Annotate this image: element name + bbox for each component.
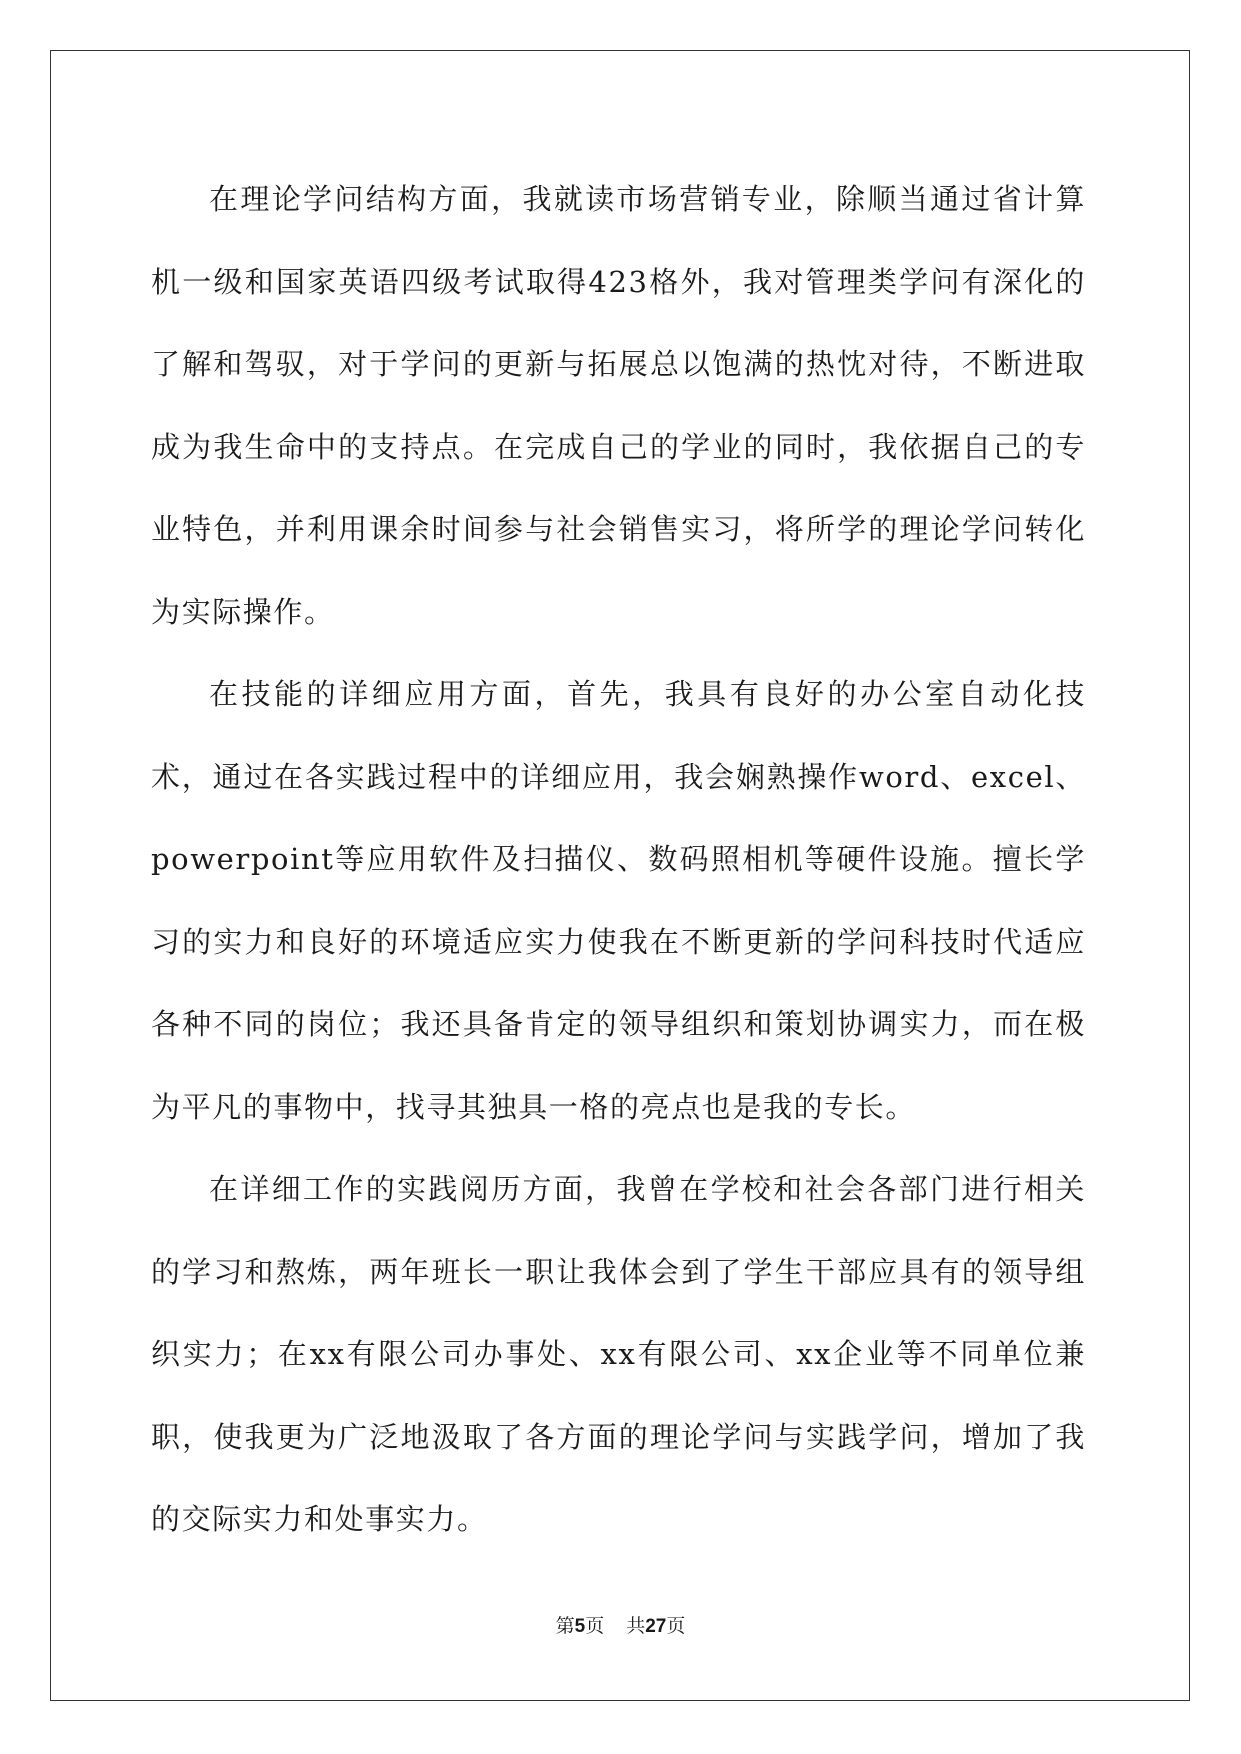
- current-page-number: 5: [574, 1616, 586, 1637]
- total-suffix: 页: [666, 1615, 686, 1637]
- paragraph-skills: 在技能的详细应用方面，首先，我具有良好的办公室自动化技术，通过在各实践过程中的详细应用，我会娴熟操作word、excel、powerpoint等应用软件及扫描仪、数码照相机等硬件设施。擅长学习的实力和良好的环境适应实力使我在不断更新的学问科技时代适应各种不同的岗位；我还具备肯定的领导组织和策划协调实力，而在极为平凡的事物中，找寻其独具一格的亮点也是我的专长。: [151, 677, 1086, 1124]
- page-prefix: 第: [555, 1615, 575, 1637]
- total-prefix: 共: [626, 1615, 646, 1637]
- page-suffix: 页: [585, 1615, 605, 1637]
- paragraph-experience: 在详细工作的实践阅历方面，我曾在学校和社会各部门进行相关的学习和熬炼，两年班长一职让我体会到了学生干部应具有的领导组织实力；在xx有限公司办事处、xx有限公司、xx企业等不同单位兼职，使我更为广泛地汲取了各方面的理论学问与实践学问，增加了我的交际实力和处事实力。: [151, 1172, 1086, 1536]
- page-footer: [0, 1612, 1241, 1641]
- total-pages-number: 27: [645, 1616, 667, 1637]
- document-body: [151, 158, 1086, 1561]
- paragraph-theory: 在理论学问结构方面，我就读市场营销专业，除顺当通过省计算机一级和国家英语四级考试取得423格外，我对管理类学问有深化的了解和驾驭，对于学问的更新与拓展总以饱满的热忱对待，不断进取成为我生命中的支持点。在完成自己的学业的同时，我依据自己的专业特色，并利用课余时间参与社会销售实习，将所学的理论学问转化为实际操作。: [151, 182, 1086, 629]
